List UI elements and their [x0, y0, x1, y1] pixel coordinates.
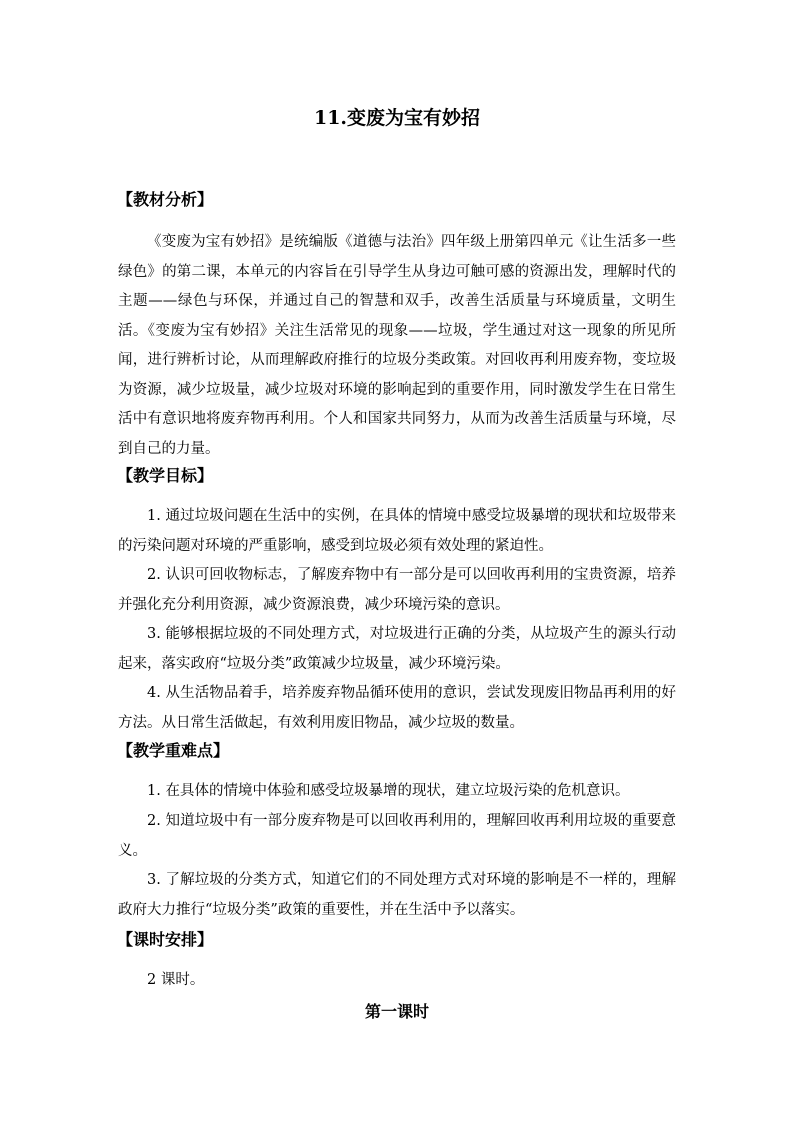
- paragraph-objective-3: 3. 能够根据垃圾的不同处理方式，对垃圾进行正确的分类，从垃圾产生的源头行动起来，落实政府“垃圾分类”政策减少垃圾量，减少环境污染。: [118, 626, 676, 672]
- section-heading-analysis: 【教材分析】: [117, 190, 214, 209]
- paragraph-schedule: 2 课时。: [147, 972, 205, 988]
- document-title: 11.变废为宝有妙招: [313, 107, 481, 129]
- section-heading-objectives: 【教学目标】: [117, 466, 214, 485]
- section-heading-key-points: 【教学重难点】: [117, 741, 230, 760]
- section-heading-schedule: 【课时安排】: [117, 930, 214, 949]
- paragraph-key-point-2: 2. 知道垃圾中有一部分废弃物是可以回收再利用的，理解回收再利用垃圾的重要意义。: [118, 813, 676, 859]
- paragraph-objective-4: 4. 从生活物品着手，培养废弃物品循环使用的意识，尝试发现废旧物品再利用的好方法。从日常生活做起，有效利用废旧物品，减少垃圾的数量。: [118, 685, 676, 731]
- paragraph-key-point-1: 1. 在具体的情境中体验和感受垃圾暴增的现状，建立垃圾污染的危机意识。: [147, 783, 630, 799]
- lesson-title: 第一课时: [364, 1002, 429, 1021]
- paragraph-objective-1: 1. 通过垃圾问题在生活中的实例，在具体的情境中感受垃圾暴增的现状和垃圾带来的污染问题对环境的严重影响，感受到垃圾必须有效处理的紧迫性。: [118, 508, 676, 554]
- paragraph-key-point-3: 3. 了解垃圾的分类方式，知道它们的不同处理方式对环境的影响是不一样的，理解政府大力推行“垃圾分类”政策的重要性，并在生活中予以落实。: [118, 872, 676, 918]
- paragraph-analysis: 《变废为宝有妙招》是统编版《道德与法治》四年级上册第四单元《让生活多一些绿色》的第二课，本单元的内容旨在引导学生从身边可触可感的资源出发，理解时代的主题——绿色与环保，并通过自己的智慧和双手，改善生活质量与环境质量，文明生活。《变废为宝有妙招》关注生活常见的现象——垃圾，学生通过对这一现象的所见所闻，进行辨析讨论，从而理解政府推行的垃圾分类政策。对回收再利用废弃物，变垃圾为资源，减少垃圾量，减少垃圾对环境的影响起到的重要作用，同时激发学生在日常生活中有意识地将废弃物再利用。个人和国家共同努力，从而为改善生活质量与环境，尽到自己的力量。: [118, 234, 676, 457]
- paragraph-objective-2: 2. 认识可回收物标志，了解废弃物中有一部分是可以回收再利用的宝贵资源，培养并强化充分利用资源，减少资源浪费，减少环境污染的意识。: [118, 567, 676, 613]
